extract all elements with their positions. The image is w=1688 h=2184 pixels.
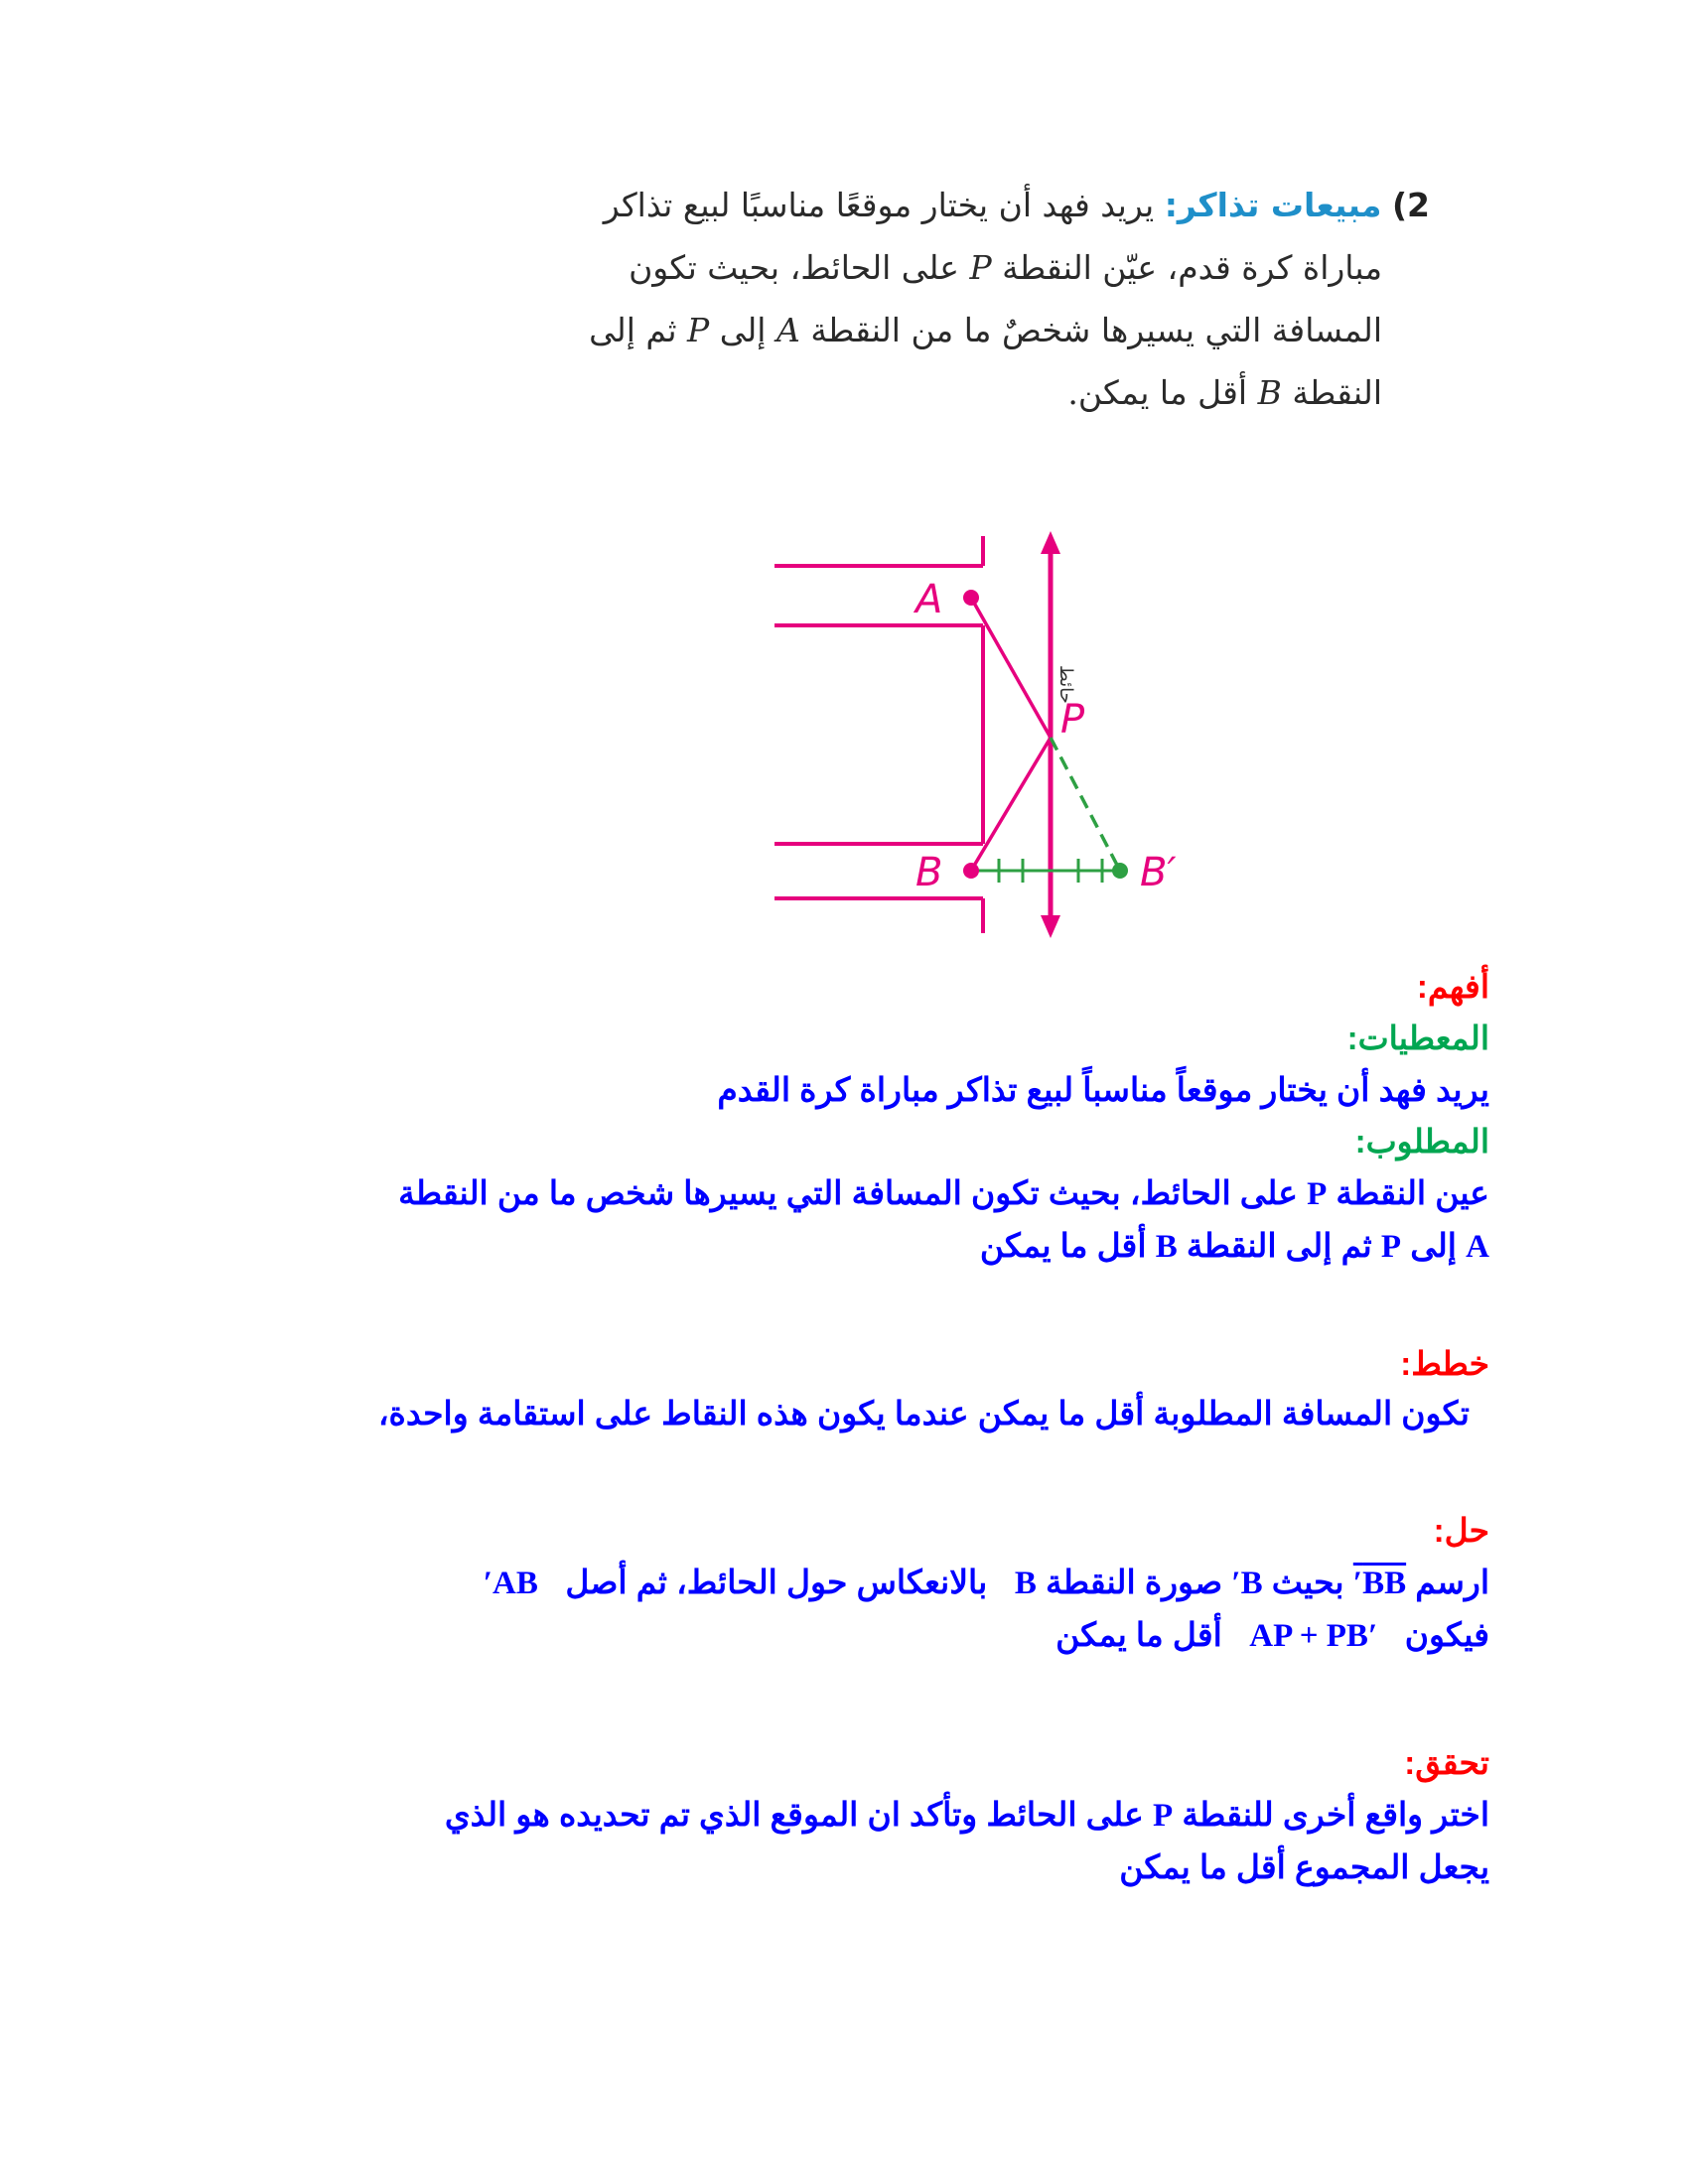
point-bp [1112, 863, 1128, 879]
solve-text-1a: ارسم [1415, 1564, 1489, 1600]
problem-line-4 [417, 361, 1430, 424]
required-text-2b: ثم إلى النقطة [1186, 1227, 1372, 1264]
segment-pbp [1051, 738, 1120, 871]
required-text-1b: على الحائط، بحيث تكون المسافة التي يسيرها شخص ما من النقطة [398, 1174, 1298, 1211]
solve-text-2b: أقل ما يمكن [1055, 1616, 1222, 1653]
check-section [199, 1739, 1489, 1891]
understand-section [199, 963, 1489, 1271]
plan-text: تكون المسافة المطلوبة أقل ما يمكن عندما يكون هذه النقاط على استقامة واحدة، [377, 1395, 1470, 1432]
check-line-2: يجعل المجموع أقل ما يمكن [1119, 1848, 1489, 1885]
var-a: A [1466, 1229, 1489, 1265]
solve-text-1b: بحيث [1271, 1564, 1344, 1600]
required-text-1a: عين النقطة [1336, 1174, 1489, 1211]
point-a [963, 590, 979, 606]
solve-heading: حل: [1433, 1512, 1489, 1549]
problem-text-3b: إلى [719, 311, 767, 349]
required-text-2a: إلى [1410, 1227, 1457, 1264]
solve-line-1 [199, 1559, 1489, 1607]
var-b: B [1257, 373, 1282, 412]
problem-text-3a: المسافة التي يسيرها شخصٌ ما من النقطة [810, 311, 1382, 349]
segment-abp-text: AB′ [483, 1566, 538, 1601]
label-bp: B′ [1140, 850, 1177, 895]
required-heading: المطلوب: [1354, 1123, 1489, 1160]
solve-text-1d: بالانعكاس حول الحائط، ثم أصل [565, 1564, 988, 1600]
check-text-1a: اختر واقع أخرى للنقطة [1182, 1796, 1489, 1833]
problem-number: 2) [1391, 186, 1430, 224]
reflection-figure [755, 526, 1231, 943]
arrow-up-icon [1041, 531, 1060, 554]
var-b: B [1155, 1229, 1178, 1265]
point-b-text: B [1014, 1566, 1037, 1601]
problem-line-2 [417, 236, 1430, 299]
var-p: P [1307, 1176, 1328, 1212]
label-p: P [1060, 697, 1085, 743]
problem-text-2b: على الحائط، بحيث تكون [629, 248, 959, 287]
solve-text-2a: فيكون [1404, 1616, 1489, 1653]
problem-text-2a: مباراة كرة قدم، عيّن النقطة [1002, 248, 1382, 287]
problem-text-1: يريد فهد أن يختار موقعًا مناسبًا لبيع تذاكر [603, 186, 1155, 224]
stadium-outline [774, 536, 983, 933]
label-a: A [915, 577, 943, 622]
label-b: B [915, 850, 943, 895]
understand-heading: أفهم: [1416, 968, 1489, 1005]
point-b [963, 863, 979, 879]
point-bp-text: B′ [1231, 1566, 1263, 1601]
plan-section [199, 1340, 1489, 1437]
wall-label: حائط [1055, 665, 1076, 704]
problem-text-4a: النقطة [1292, 373, 1382, 412]
solve-text-1c: صورة النقطة [1046, 1564, 1223, 1600]
var-p-2: P [1380, 1229, 1402, 1265]
problem-line-1 [417, 174, 1430, 236]
check-text-1b: على الحائط وتأكد ان الموقع الذي تم تحديده هو الذي [444, 1796, 1144, 1833]
problem-line-3 [417, 299, 1430, 361]
problem-text-4b: أقل ما يمكن. [1067, 373, 1248, 412]
required-line-1 [199, 1169, 1489, 1218]
required-line-2 [199, 1222, 1489, 1271]
solve-line-2 [199, 1611, 1489, 1660]
arrow-down-icon [1041, 915, 1060, 938]
var-p-check: P [1152, 1798, 1174, 1834]
var-p: P [969, 248, 992, 287]
problem-text-3c: ثم إلى [589, 311, 677, 349]
required-text-2c: أقل ما يمكن [979, 1227, 1147, 1264]
problem-statement [417, 174, 1430, 424]
solve-section [199, 1507, 1489, 1660]
given-heading: المعطيات: [1346, 1020, 1489, 1056]
segment-bbp-text: BB′ [1352, 1566, 1407, 1601]
problem-title: مبيعات تذاكر: [1164, 186, 1382, 224]
sum-expression: AP + PB′ [1249, 1618, 1378, 1654]
check-heading: تحقق: [1404, 1744, 1489, 1781]
var-p-2: P [687, 311, 710, 349]
plan-heading: خطط: [1400, 1345, 1489, 1382]
check-line-1 [199, 1791, 1489, 1840]
var-a: A [775, 311, 800, 349]
given-text: يريد فهد أن يختار موقعاً مناسباً لبيع تذاكر مباراة كرة القدم [717, 1071, 1489, 1108]
